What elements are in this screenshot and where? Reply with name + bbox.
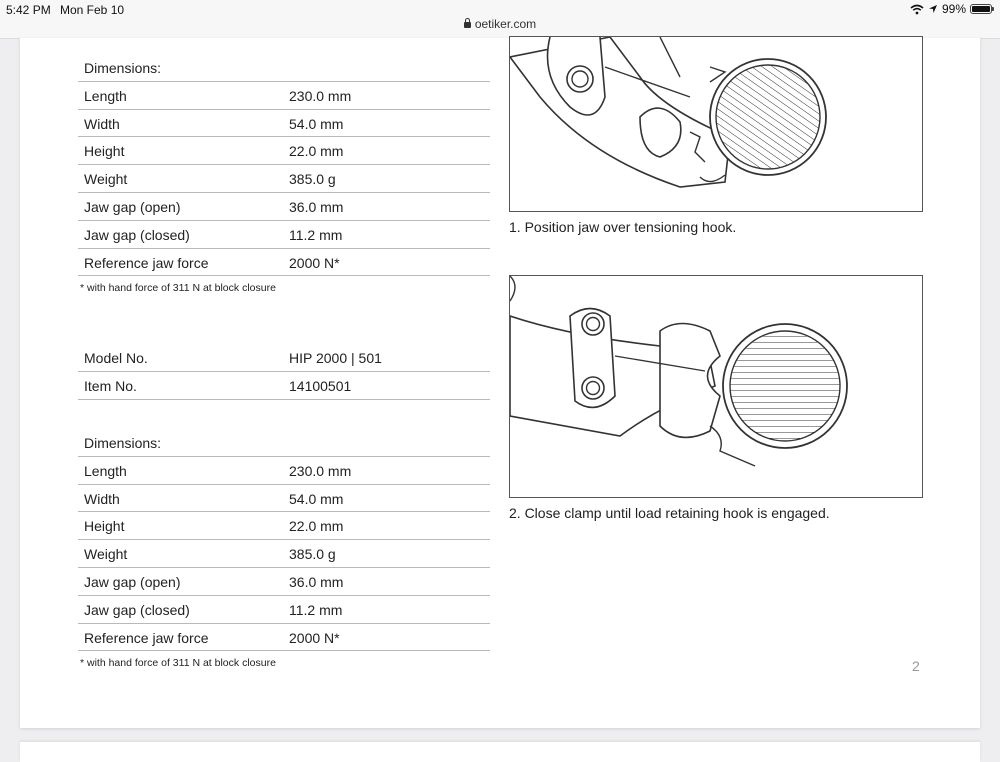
wifi-icon xyxy=(910,4,924,15)
table-row xyxy=(78,221,490,249)
row-value: 14100501 xyxy=(289,377,352,394)
figure-2-caption: 2. Close clamp until load retaining hook is engaged. xyxy=(509,505,830,521)
row-value: 230.0 mm xyxy=(289,87,352,104)
row-label: Jaw gap (open) xyxy=(84,198,181,215)
url-text: oetiker.com xyxy=(474,17,537,31)
row-value: 22.0 mm xyxy=(289,143,344,160)
dimensions-header: Dimensions: xyxy=(78,429,490,457)
table-row xyxy=(78,485,490,513)
battery-fill xyxy=(972,6,990,12)
dimensions-header: Dimensions: xyxy=(78,54,490,82)
status-right xyxy=(910,2,992,16)
row-label: Jaw gap (closed) xyxy=(84,226,190,243)
status-time: 5:42 PM xyxy=(6,3,51,17)
row-value: 36.0 mm xyxy=(289,198,344,215)
table-row xyxy=(78,372,490,400)
row-label: Weight xyxy=(84,171,128,188)
row-label: Reference jaw force xyxy=(84,629,209,646)
figure-1-caption: 1. Position jaw over tensioning hook. xyxy=(509,219,737,235)
row-value: 22.0 mm xyxy=(289,518,344,535)
row-value: 36.0 mm xyxy=(289,573,344,590)
lock-icon xyxy=(464,22,471,28)
table-row xyxy=(78,540,490,568)
table-row xyxy=(78,82,490,110)
table-row xyxy=(78,137,490,165)
table-row xyxy=(78,110,490,138)
model-table xyxy=(78,344,490,400)
row-label: Width xyxy=(84,490,120,507)
row-label: Length xyxy=(84,87,127,104)
table-row xyxy=(78,596,490,624)
row-value: 230.0 mm xyxy=(289,462,352,479)
table-row xyxy=(78,457,490,485)
location-arrow-icon xyxy=(928,4,938,14)
row-value: 385.0 g xyxy=(289,546,336,563)
table-row xyxy=(78,344,490,372)
row-value: HIP 2000 | 501 xyxy=(289,350,382,366)
next-page-edge xyxy=(20,742,980,762)
battery-percent: 99% xyxy=(941,2,966,16)
table-row xyxy=(78,193,490,221)
footnote-1: * with hand force of 311 N at block closure xyxy=(80,282,276,294)
status-bar xyxy=(0,0,1000,39)
row-value: 385.0 g xyxy=(289,171,336,188)
row-label: Height xyxy=(84,518,125,535)
row-label: Jaw gap (closed) xyxy=(84,601,190,618)
row-value: 54.0 mm xyxy=(289,115,344,132)
row-label: Weight xyxy=(84,546,128,563)
table-row xyxy=(78,568,490,596)
footnote-2: * with hand force of 311 N at block closure xyxy=(80,657,276,669)
figure-2-illustration xyxy=(509,275,923,498)
address-bar[interactable] xyxy=(0,17,1000,31)
row-value: 11.2 mm xyxy=(289,226,343,243)
document-page xyxy=(20,38,980,728)
row-label: Model No. xyxy=(84,350,148,366)
figure-1-illustration xyxy=(509,36,923,212)
table-row xyxy=(78,512,490,540)
row-label: Reference jaw force xyxy=(84,254,209,271)
row-value: 2000 N* xyxy=(289,629,340,646)
table-row xyxy=(78,249,490,277)
row-value: 2000 N* xyxy=(289,254,340,271)
row-value: 11.2 mm xyxy=(289,601,343,618)
row-label: Height xyxy=(84,143,125,160)
table-row xyxy=(78,624,490,652)
table-row xyxy=(78,165,490,193)
row-label: Jaw gap (open) xyxy=(84,573,181,590)
page-number: 2 xyxy=(912,658,920,674)
dimensions-table-1 xyxy=(78,54,490,276)
row-value: 54.0 mm xyxy=(289,490,344,507)
row-label: Width xyxy=(84,115,120,132)
battery-icon xyxy=(970,4,992,14)
row-label: Length xyxy=(84,462,127,479)
dimensions-table-2 xyxy=(78,429,490,651)
status-date: Mon Feb 10 xyxy=(60,3,125,17)
row-label: Item No. xyxy=(84,377,137,394)
